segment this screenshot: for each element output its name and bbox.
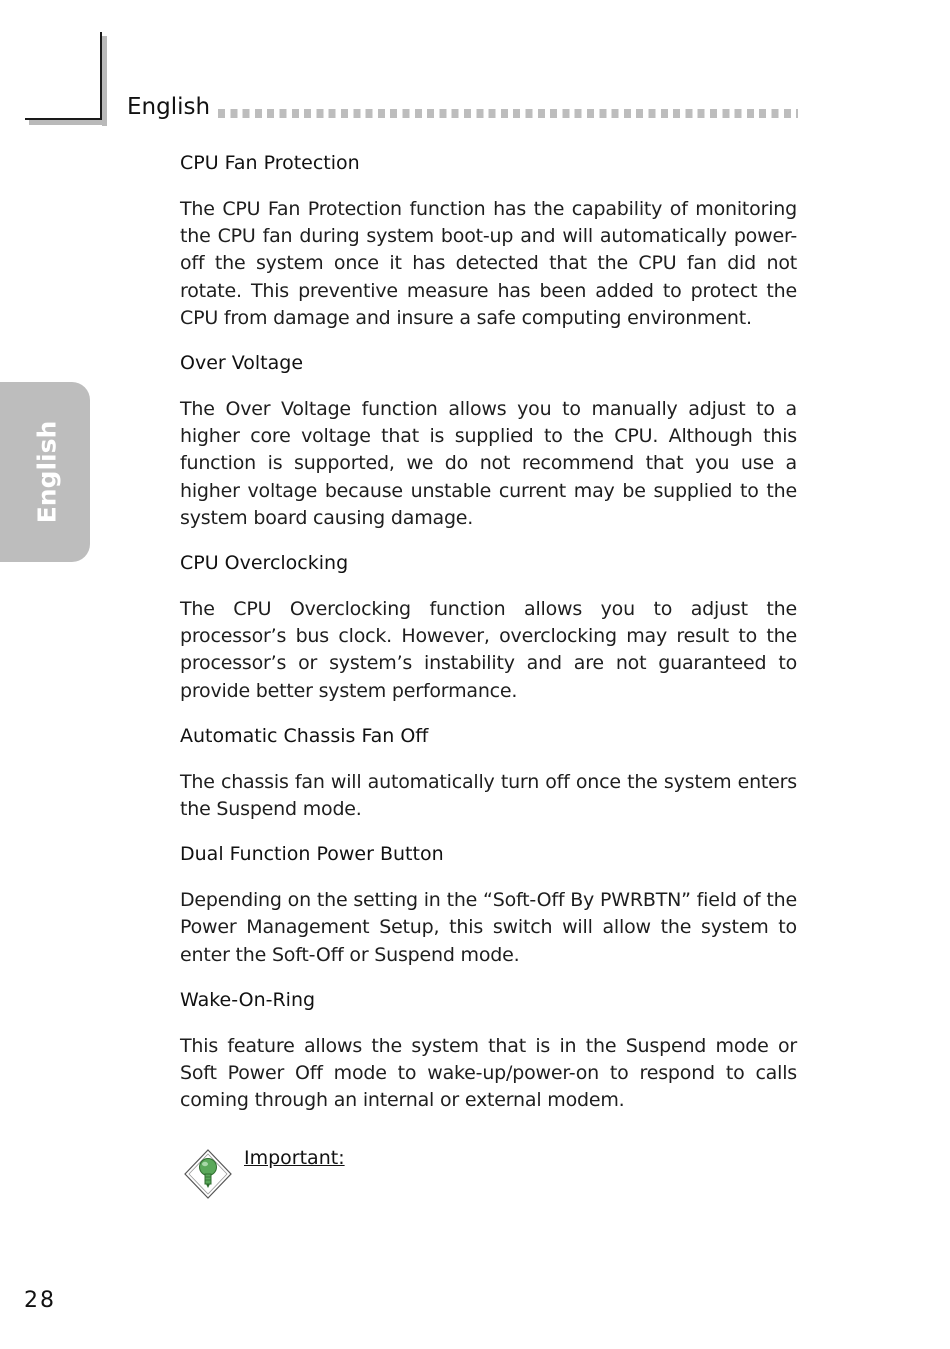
section-body: The chassis fan will automatically turn off once the system enters the Suspend mode. (180, 770, 797, 821)
section-body: This feature allows the system that is in the Suspend mode or Soft Power Off mode to wake-up/power-on to respond to calls coming through an internal or external modem. (180, 1034, 797, 1112)
important-label: Important: (244, 1147, 345, 1169)
section-heading: Automatic Chassis Fan Off (180, 724, 429, 747)
section-heading: Dual Function Power Button (180, 843, 444, 866)
lightbulb-diamond-icon (183, 1148, 233, 1200)
section-body: Depending on the setting in the “Soft-Off By PWRBTN” field of the Power Management Setup, this switch will allow the system to enter the Soft-Off or Suspend mode. (180, 889, 797, 966)
section-body: The CPU Fan Protection function has the capability of monitoring the CPU fan during system boot-up and will automatically power-off the system once it has detected that the CPU fan did not rotate. This preventive measure has been added to protect the CPU from damage and insure a safe computing environment. (180, 198, 797, 329)
section-heading: CPU Overclocking (180, 552, 349, 575)
page-number: 28 (24, 1288, 56, 1313)
corner-mark-shadow-vertical (102, 36, 107, 126)
corner-mark-shadow-horizontal (29, 120, 107, 125)
section-body: The CPU Overclocking function allows you to adjust the processor’s bus clock. However, overclocking may result to the processor’s or system’s instability and are not guaranteed to provide better system performance. (180, 598, 797, 702)
language-side-tab-label: English (32, 420, 62, 524)
section-heading: CPU Fan Protection (180, 152, 360, 174)
section-cpu-overclocking (180, 550, 797, 705)
section-dual-function-power-button (180, 841, 797, 969)
section-body: The Over Voltage function allows you to manually adjust to a higher core voltage that is supplied to the CPU. Although this function is supported, we do not recommend that you use a higher voltage because unstable current may be supplied to the system board causing damage. (180, 398, 797, 529)
section-heading: Wake-On-Ring (180, 988, 316, 1011)
main-content (180, 150, 797, 1132)
section-over-voltage (180, 350, 797, 532)
section-automatic-chassis-fan-off (180, 723, 797, 823)
section-cpu-fan-protection (180, 150, 797, 332)
section-heading: Over Voltage (180, 352, 304, 375)
corner-mark-horizontal (25, 118, 102, 120)
corner-mark-vertical (100, 32, 102, 120)
running-header-title: English (127, 94, 211, 120)
important-note (180, 1145, 480, 1205)
section-wake-on-ring (180, 987, 797, 1115)
running-header-dotted-rule (218, 109, 798, 118)
